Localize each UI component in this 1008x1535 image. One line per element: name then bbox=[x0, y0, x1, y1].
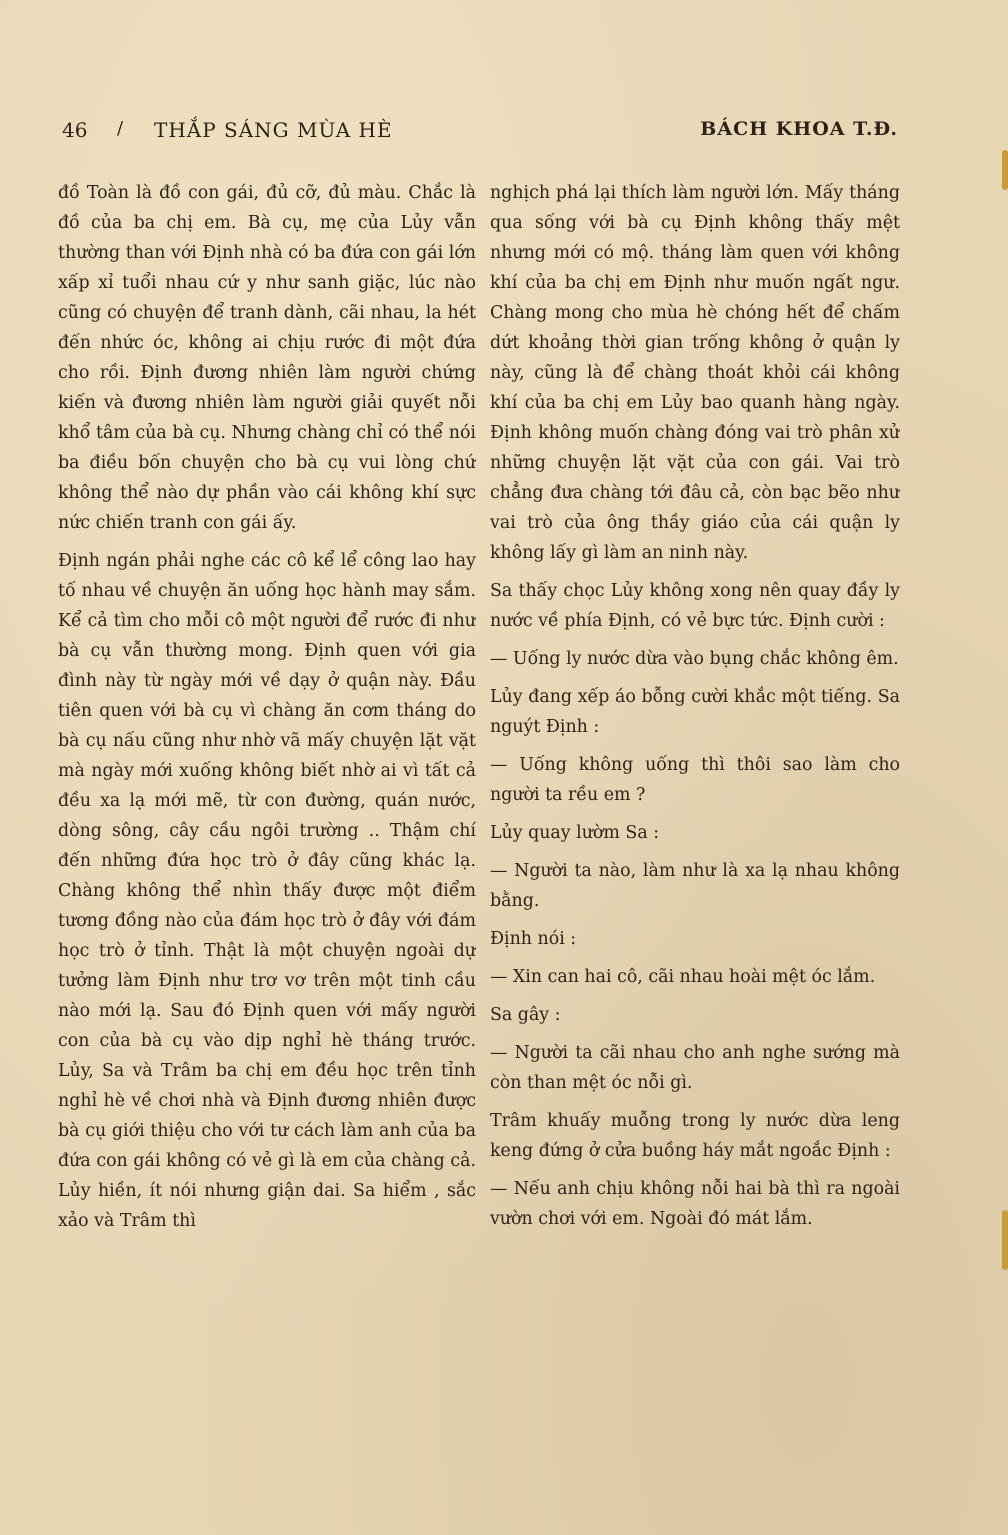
dialogue-line: — Uống ly nước dừa vào bụng chắc không êm. bbox=[490, 649, 899, 669]
paragraph: Sa thấy chọc Lủy không xong nên quay đầy ly nước về phía Định, có vẻ bực tức. Định cười : bbox=[490, 581, 900, 631]
page-edge-stain bbox=[1002, 1210, 1008, 1270]
paragraph: Định nói : bbox=[490, 929, 577, 949]
paragraph: nghịch phá lại thích làm người lớn. Mấy tháng qua sống với bà cụ Định không thấy mệt nhưng mới có mộ. tháng làm quen với không khí của ba chị em Định như muốn ngất ngư. Chàng mong cho mùa hè chóng hết để chấm dứt khoảng thời gian trống không ở quận ly này, cũng là để chàng thoát khỏi cái không khí của ba chị em Lủy bao quanh hàng ngày. Định không muốn chàng đóng vai trò phân xử những chuyện lặt vặt của con gái. Vai trò chẳng đưa chàng tới đâu cả, còn bạc bẽo như vai trò của ông thầy giáo của cái quận ly không lấy gì làm an ninh này. bbox=[490, 183, 900, 563]
page-number: 46 bbox=[62, 118, 88, 142]
dialogue-line: — Người ta nào, làm như là xa lạ nhau không bằng. bbox=[490, 861, 900, 911]
page-edge-stain bbox=[1002, 150, 1008, 190]
dialogue-line: — Người ta cãi nhau cho anh nghe sướng mà còn than mệt óc nỗi gì. bbox=[490, 1043, 900, 1093]
paragraph: Lủy đang xếp áo bỗng cười khắc một tiếng. Sa nguýt Định : bbox=[490, 687, 900, 737]
paragraph: Sa gây : bbox=[490, 1005, 561, 1025]
paragraph: đồ Toàn là đồ con gái, đủ cỡ, đủ màu. Chắc là đồ của ba chị em. Bà cụ, mẹ của Lủy vẫn thường than với Định nhà có ba đứa con gái lớn xấp xỉ tuổi nhau cứ y như sanh giặc, lúc nào cũng có chuyện để tranh dành, cãi nhau, la hét đến nhức óc, không ai chịu rước đi một đứa cho rồi. Định đương nhiên làm người chứng kiến và đương nhiên làm người giải quyết nỗi khổ tâm của bà cụ. Nhưng chàng chỉ có thể nói ba điều bốn chuyện cho bà cụ vui lòng chứ không thể nào dự phần vào cái không khí sực nức chiến tranh con gái ấy. bbox=[58, 183, 476, 533]
book-title: THẮP SÁNG MÙA HÈ bbox=[154, 118, 393, 142]
magazine-title: BÁCH KHOA T.Đ. bbox=[700, 118, 898, 140]
dialogue-line: — Nếu anh chịu không nỗi hai bà thì ra ngoài vườn chơi với em. Ngoài đó mát lắm. bbox=[490, 1179, 900, 1229]
paragraph: Định ngán phải nghe các cô kể lể công lao hay tố nhau về chuyện ăn uống học hành may sắm. Kể cả tìm cho mỗi cô một người để rước đi như bà cụ vẫn thường mong. Định quen với gia đình này từ ngày mới về dạy ở quận này. Đầu tiên quen với bà cụ vì chàng ăn cơm tháng do bà cụ nấu cũng như nhờ vã mấy chuyện lặt vặt mà ngày mới xuống không biết nhờ ai vì tất cả đều xa lạ mới mẽ, từ con đường, quán nước, dòng sông, cây cầu ngôi trường .. Thậm chí đến những đứa học trò ở đây cũng khác lạ. Chàng không thể nhìn thấy được một điểm tương đồng nào của đám học trò ở đây với đám học trò ở tỉnh. Thật là một chuyện ngoài dự tưởng làm Định như trơ vơ trên một tinh cầu nào mới lạ. Sau đó Định quen với mấy người con của bà cụ vào dịp nghỉ hè tháng trước. Lủy, Sa và Trâm ba chị em đều học trên tỉnh nghỉ hè về chơi nhà và Định đương nhiên được bà cụ giới thiệu cho với tư cách làm anh của ba đứa con gái không có vẻ gì là em của chàng cả. Lủy hiền, ít nói nhưng giận dai. Sa hiểm , sắc xảo và Trâm thì bbox=[58, 551, 476, 1231]
left-column bbox=[58, 178, 476, 1468]
header-separator: / bbox=[117, 118, 124, 139]
paragraph: Trâm khuấy muỗng trong ly nước dừa leng keng đứng ở cửa buồng háy mắt ngoắc Định : bbox=[490, 1111, 900, 1161]
dialogue-line: — Uống không uống thì thôi sao làm cho người ta rều em ? bbox=[490, 755, 900, 805]
running-head bbox=[62, 118, 898, 148]
right-column bbox=[490, 178, 900, 1468]
dialogue-line: — Xin can hai cô, cãi nhau hoài mệt óc lắm. bbox=[490, 967, 876, 987]
paragraph: Lủy quay lườm Sa : bbox=[490, 823, 660, 843]
